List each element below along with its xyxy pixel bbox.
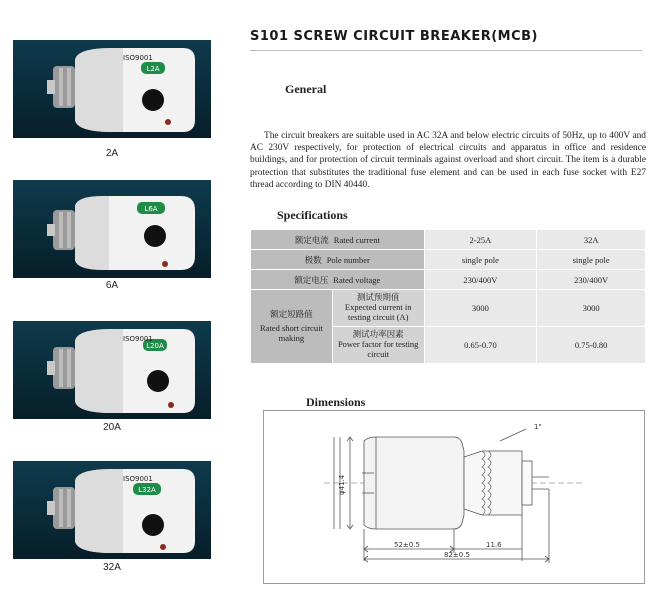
technical-drawing <box>264 411 644 583</box>
product-photo-20a <box>13 321 211 419</box>
general-description: The circuit breakers are suitable used in AC 32A and below electric circuits of 50Hz, up to 400V and AC 230V respectively, for protection of electrical circuits and apparatus in office and residence buildings, and for protection of circuit terminals against overload and short circuit. The item is a durable protection that substitutes the traditional fuse element and can be used in each fuse socket with E27 thread according to DIN 40440. <box>250 131 646 190</box>
specifications-heading: Specifications <box>277 208 348 222</box>
rated-current-cn: 额定电流 <box>294 235 329 246</box>
expected-current-en: Expected current in testing circuit (A) <box>344 302 412 322</box>
rated-current-label <box>251 230 425 250</box>
body-length-dimension: 52±0.5 <box>394 541 420 549</box>
dimensions-drawing <box>263 410 645 584</box>
rated-voltage-label <box>251 270 425 290</box>
pole-number-cn: 极数 <box>304 255 322 266</box>
rating-label: L2A <box>146 65 160 73</box>
brand-mark: ISO9001 <box>123 335 153 343</box>
caption-32a: 32A <box>103 562 121 573</box>
pole-number-en: Pole number <box>326 254 370 265</box>
product-photo-6a <box>13 180 211 278</box>
specifications-table <box>250 229 646 364</box>
pole-number-value-1: single pole <box>424 250 537 270</box>
pole-number-value-2: single pole <box>537 250 646 270</box>
brand-mark: ISO9001 <box>123 475 153 483</box>
title-divider <box>250 50 642 51</box>
dimensions-heading: Dimensions <box>306 395 366 409</box>
total-length-dimension: 82±0.5 <box>444 551 470 559</box>
power-factor-en: Power factor for testing circuit <box>337 339 419 359</box>
breaker-illustration <box>13 40 211 138</box>
rated-current-value-1: 2-25A <box>424 230 537 250</box>
breaker-illustration <box>13 321 211 419</box>
table-row <box>251 230 646 250</box>
expected-current-value-2: 3000 <box>537 290 646 327</box>
product-photo-2a <box>13 40 211 138</box>
table-row <box>251 270 646 290</box>
rated-voltage-en: Rated voltage <box>333 274 381 285</box>
small-dimension: 11.6 <box>486 541 502 549</box>
breaker-illustration <box>13 461 211 559</box>
power-factor-label <box>332 327 424 364</box>
rated-current-en: Rated current <box>333 234 380 245</box>
rated-voltage-cn: 额定电压 <box>294 275 329 286</box>
expected-current-label <box>332 290 424 327</box>
general-heading: General <box>285 82 327 96</box>
product-photo-32a <box>13 461 211 559</box>
rating-label: L6A <box>144 205 158 213</box>
power-factor-value-2: 0.75-0.80 <box>537 327 646 364</box>
expected-current-value-1: 3000 <box>424 290 537 327</box>
table-row <box>251 290 646 327</box>
pole-number-label <box>251 250 425 270</box>
making-cn: 额定短路值 <box>270 310 313 320</box>
expected-current-cn: 测试预期值 <box>356 292 400 303</box>
power-factor-cn: 测试功率因素 <box>352 329 404 340</box>
caption-6a: 6A <box>105 280 119 291</box>
brand-mark: ISO9001 <box>123 54 153 62</box>
caption-20a: 20A <box>103 422 121 433</box>
rating-label: L20A <box>146 342 164 350</box>
power-factor-value-1: 0.65-0.70 <box>424 327 537 364</box>
rated-voltage-value-1: 230/400V <box>424 270 537 290</box>
making-label <box>251 290 333 364</box>
thread-dimension: 1" <box>534 423 542 431</box>
rating-label: L32A <box>138 486 156 494</box>
page-title: S101 SCREW CIRCUIT BREAKER(MCB) <box>250 29 538 44</box>
diameter-dimension: φ41.4 <box>338 474 346 495</box>
breaker-illustration <box>13 180 211 278</box>
caption-2a: 2A <box>105 148 119 159</box>
making-en: Rated short circuit making <box>260 323 323 343</box>
rated-voltage-value-2: 230/400V <box>537 270 646 290</box>
table-row <box>251 250 646 270</box>
rated-current-value-2: 32A <box>537 230 646 250</box>
